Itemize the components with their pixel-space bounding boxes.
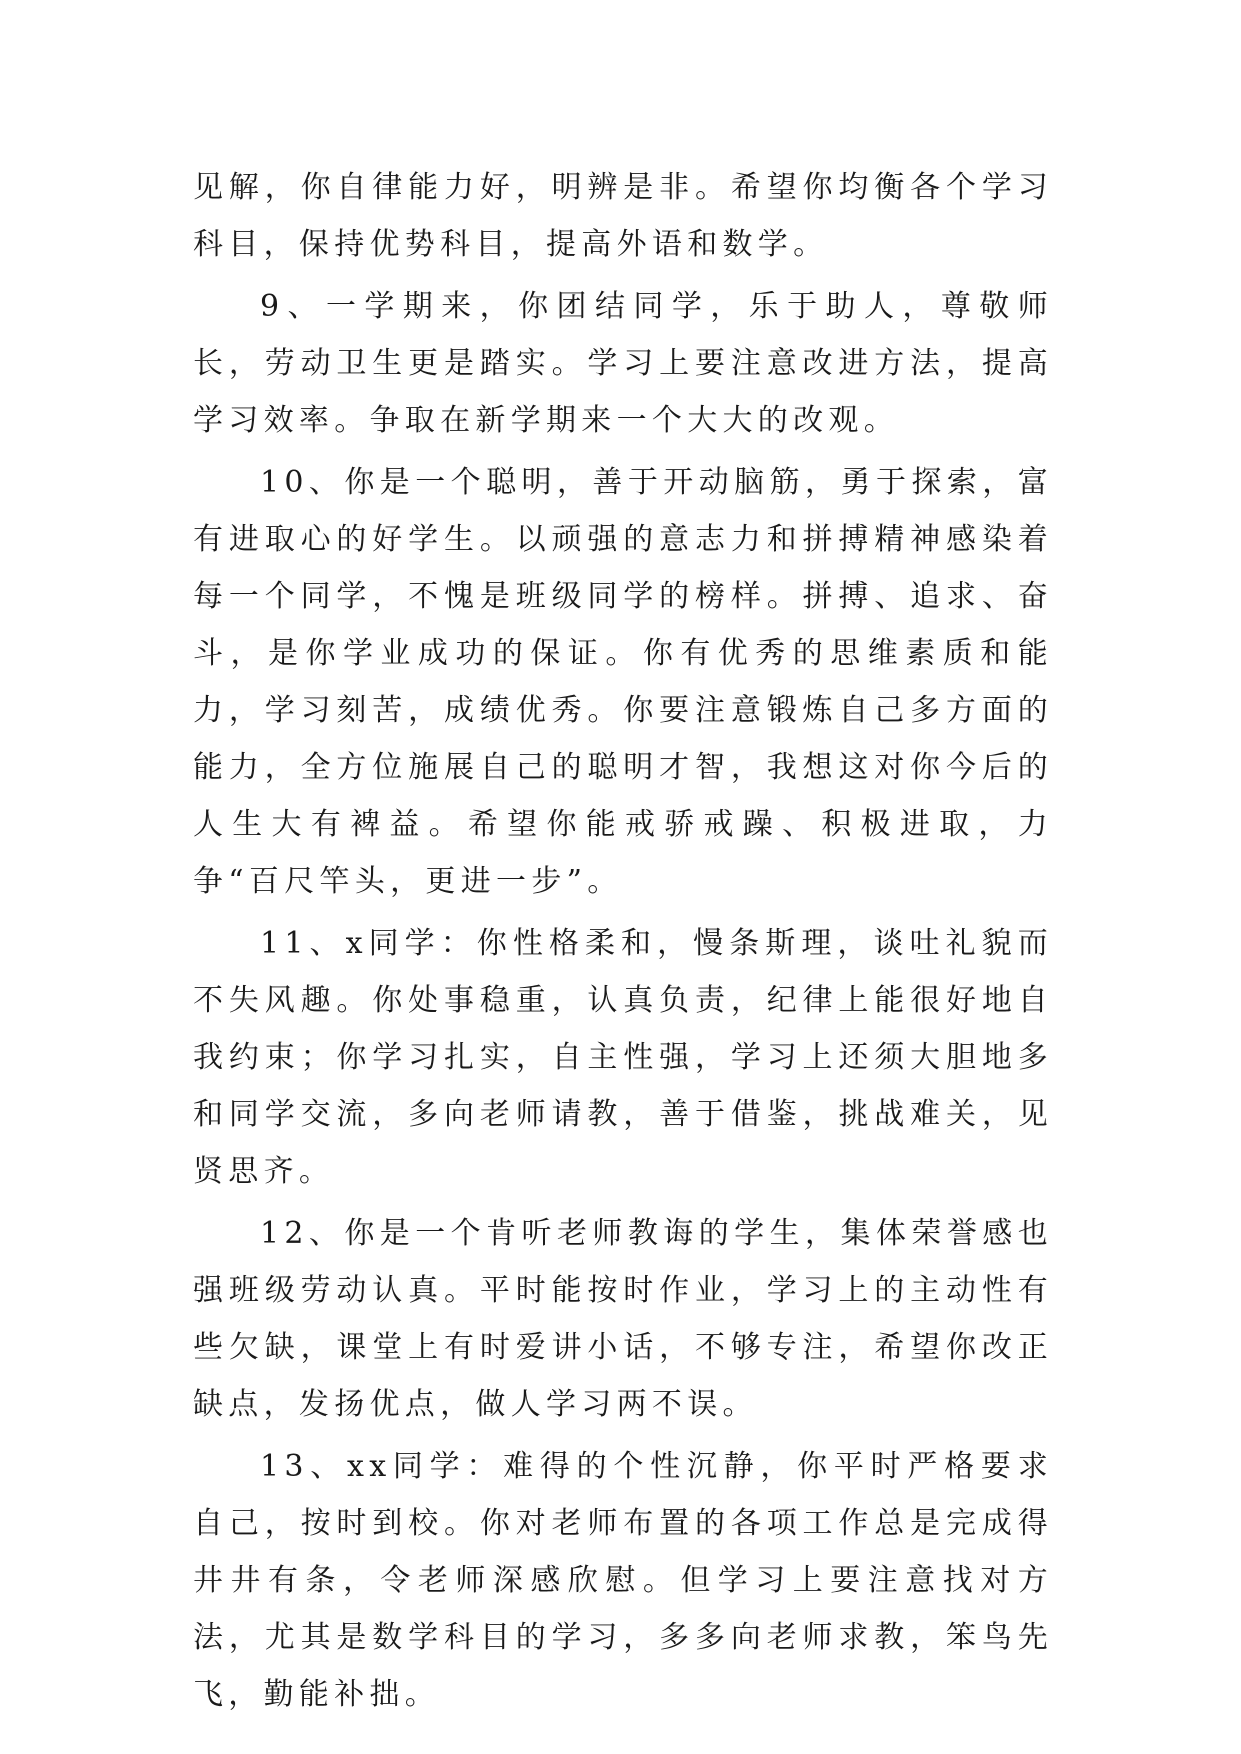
document-body	[193, 159, 1053, 1728]
paragraph-comment-12: 12、你是一个肯听老师教诲的学生，集体荣誉感也强班级劳动认真。平时能按时作业，学习上的主动性有些欠缺，课堂上有时爱讲小话，不够专注，希望你改正缺点，发扬优点，做人学习两不误。	[193, 1216, 1053, 1422]
paragraph-comment-11: 11、x同学：你性格柔和，慢条斯理，谈吐礼貌而不失风趣。你处事稳重，认真负责，纪律上能很好地自我约束；你学习扎实，自主性强，学习上还须大胆地多和同学交流，多向老师请教，善于借鉴，挑战难关，见贤思齐。	[193, 926, 1053, 1189]
paragraph-comment-13: 13、xx同学：难得的个性沉静，你平时严格要求自己，按时到校。你对老师布置的各项工作总是完成得井井有条，令老师深感欣慰。但学习上要注意找对方法，尤其是数学科目的学习，多多向老师求教，笨鸟先飞，勤能补拙。	[193, 1449, 1053, 1712]
paragraph-comment-10: 10、你是一个聪明，善于开动脑筋，勇于探索，富有进取心的好学生。以顽强的意志力和拼搏精神感染着每一个同学，不愧是班级同学的榜样。拼搏、追求、奋斗，是你学业成功的保证。你有优秀的思维素质和能力，学习刻苦，成绩优秀。你要注意锻炼自己多方面的能力，全方位施展自己的聪明才智，我想这对你今后的人生大有裨益。希望你能戒骄戒躁、积极进取，力争“百尺竿头，更进一步”。	[193, 465, 1053, 899]
paragraph-continued: 见解，你自律能力好，明辨是非。希望你均衡各个学习科目，保持优势科目，提高外语和数学。	[193, 170, 1053, 262]
paragraph-comment-9: 9、一学期来，你团结同学，乐于助人，尊敬师长，劳动卫生更是踏实。学习上要注意改进方法，提高学习效率。争取在新学期来一个大大的改观。	[193, 289, 1053, 438]
